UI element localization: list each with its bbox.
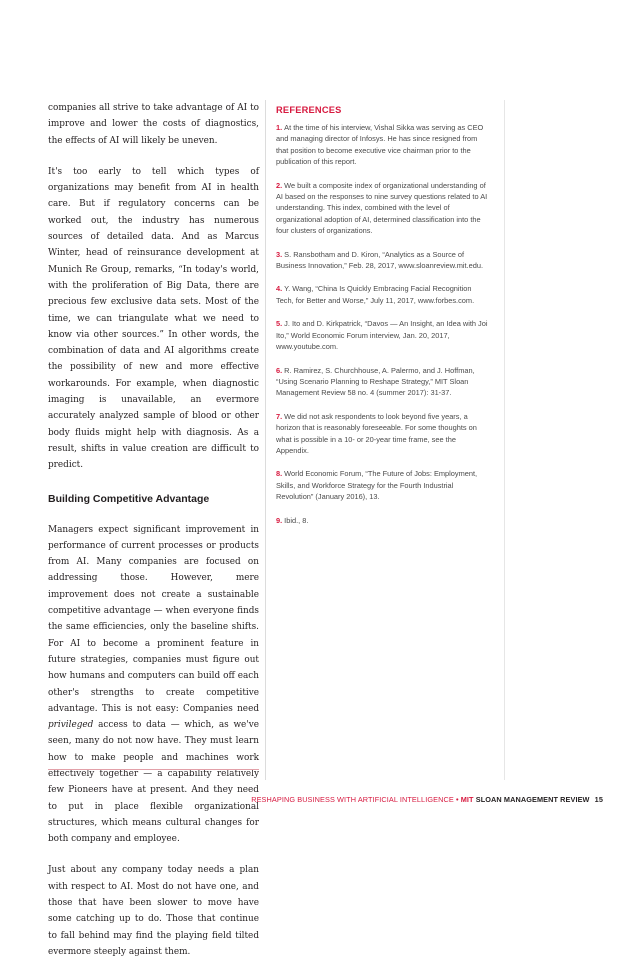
reference-text: We did not ask respondents to look beyond five years, a horizon that is reasonably foreseeable. For some thoughts on what is possible in a 10- or 20-year time frame, see the Appendix. xyxy=(276,411,477,455)
footer-publication: SLOAN MANAGEMENT REVIEW xyxy=(475,795,590,804)
section-paragraph xyxy=(48,522,259,848)
reference-number: 8. xyxy=(276,469,283,479)
emphasis-text: privileged xyxy=(48,720,94,731)
reference-number: 1. xyxy=(276,123,283,132)
section-heading: Building Competitive Advantage xyxy=(48,492,210,505)
reference-item xyxy=(276,365,490,399)
reference-item xyxy=(276,318,490,352)
reference-text: We built a composite index of organizational understanding of AI based on the responses to nine survey questions related to AI understanding. This index, combined with the level of organizational adoption of AI, determined classification into the four clusters of organizations. xyxy=(276,180,488,236)
reference-number: 5. xyxy=(276,319,283,329)
section-paragraph-text: Managers expect significant improvement in performance of current processes or products from AI. Many companies are focused on addressing those. However, mere improvement does not create a sustainable competitive advantage — when everyone finds the same efficiencies, only the baseline shifts. For AI to become a prominent feature in future strategies, companies must figure out how humans and computers can build off each other's strengths to create competitive advantage. This is not easy: Companies need xyxy=(48,524,259,714)
body-paragraph-continued: companies all strive to take advantage of AI to improve and lower the costs of diagnostics, the effects of AI will likely be uneven. xyxy=(48,103,259,146)
reference-number: 2. xyxy=(276,180,283,190)
reference-item xyxy=(276,411,490,457)
section-paragraph-text: access to data — which, as we've seen, many do not now have. They must learn how to make people and machines work effectively together — a capability relatively few Pioneers have at present. And they need to put in place flexible organizational structures, which means cultural changes for both company and employee. xyxy=(48,720,259,845)
reference-number: 6. xyxy=(276,365,283,375)
reference-text: World Economic Forum, “The Future of Jobs: Employment, Skills, and Workforce Strategy for the Fourth Industrial Revolution” (January 2016), 13. xyxy=(276,469,478,502)
reference-number: 4. xyxy=(276,284,283,294)
main-text-column xyxy=(48,100,259,960)
footer-report-title: RESHAPING BUSINESS WITH ARTIFICIAL INTELLIGENCE xyxy=(251,795,454,804)
closing-paragraph: Just about any company today needs a plan with respect to AI. Most do not have one, and those that have been slower to move have some catching up to do. Those that continue to fall behind may find the playing field tilted evermore steeply against them. xyxy=(48,865,259,957)
footer-mit: MIT xyxy=(460,795,474,804)
reference-item xyxy=(276,515,490,526)
reference-text: J. Ito and D. Kirkpatrick, “Davos — An Insight, an Idea with Joi Ito,” World Economic Forum interview, Jan. 20, 2017, www.youtube.com. xyxy=(276,319,488,352)
reference-item xyxy=(276,180,490,237)
body-paragraph: It's too early to tell which types of organizations may benefit from AI in health care. But if regulatory concerns can be worked out, the industry has numerous sources of detailed data. And as Marcus Winter, head of reinsurance development at Munich Re Group, remarks, “In today's world, with the proliferation of Big Data, there are precious few exclusive data sets. Most of the time, we can triangulate what we need to know via other sources.” In other words, the combination of data and AI algorithms create the possibility of new and more effective workarounds. For example, when diagnostic imaging is unavailable, an evermore accurately analyzed sample of blood or other body fluids might help with diagnosis. As a result, shifts in value creation are difficult to predict. xyxy=(48,166,259,471)
reference-text: R. Ramirez, S. Churchhouse, A. Palermo, and J. Hoffman, “Using Scenario Planning to Reshape Strategy,” MIT Sloan Management Review 58 no. 4 (summer 2017): 31-37. xyxy=(276,365,475,398)
reference-number: 7. xyxy=(276,411,283,421)
reference-text: Ibid., 8. xyxy=(284,515,309,525)
reference-number: 9. xyxy=(276,515,283,525)
column-end-rule xyxy=(48,769,259,770)
page-number: 15 xyxy=(594,795,603,804)
page-footer xyxy=(251,795,603,804)
right-margin-rule xyxy=(504,100,505,780)
reference-item xyxy=(276,283,490,306)
reference-text: Y. Wang, “China Is Quickly Embracing Facial Recognition Tech, for Better and Worse,” July 11, 2017, www.forbes.com. xyxy=(276,284,475,305)
column-divider xyxy=(265,100,266,780)
reference-text: At the time of his interview, Vishal Sikka was serving as CEO and managing director of Infosys. He has since resigned from that position to become executive vice chairman prior to the publication of this report. xyxy=(276,123,484,167)
reference-text: S. Ransbotham and D. Kiron, “Analytics as a Source of Business Innovation,” Feb. 28, 2017, www.sloanreview.mit.edu. xyxy=(276,249,484,271)
reference-item xyxy=(276,468,490,502)
reference-item xyxy=(276,122,490,168)
references-section xyxy=(276,104,490,538)
references-heading: REFERENCES xyxy=(276,105,342,115)
footer-separator: • xyxy=(455,795,459,804)
reference-number: 3. xyxy=(276,249,283,259)
reference-item xyxy=(276,249,490,272)
